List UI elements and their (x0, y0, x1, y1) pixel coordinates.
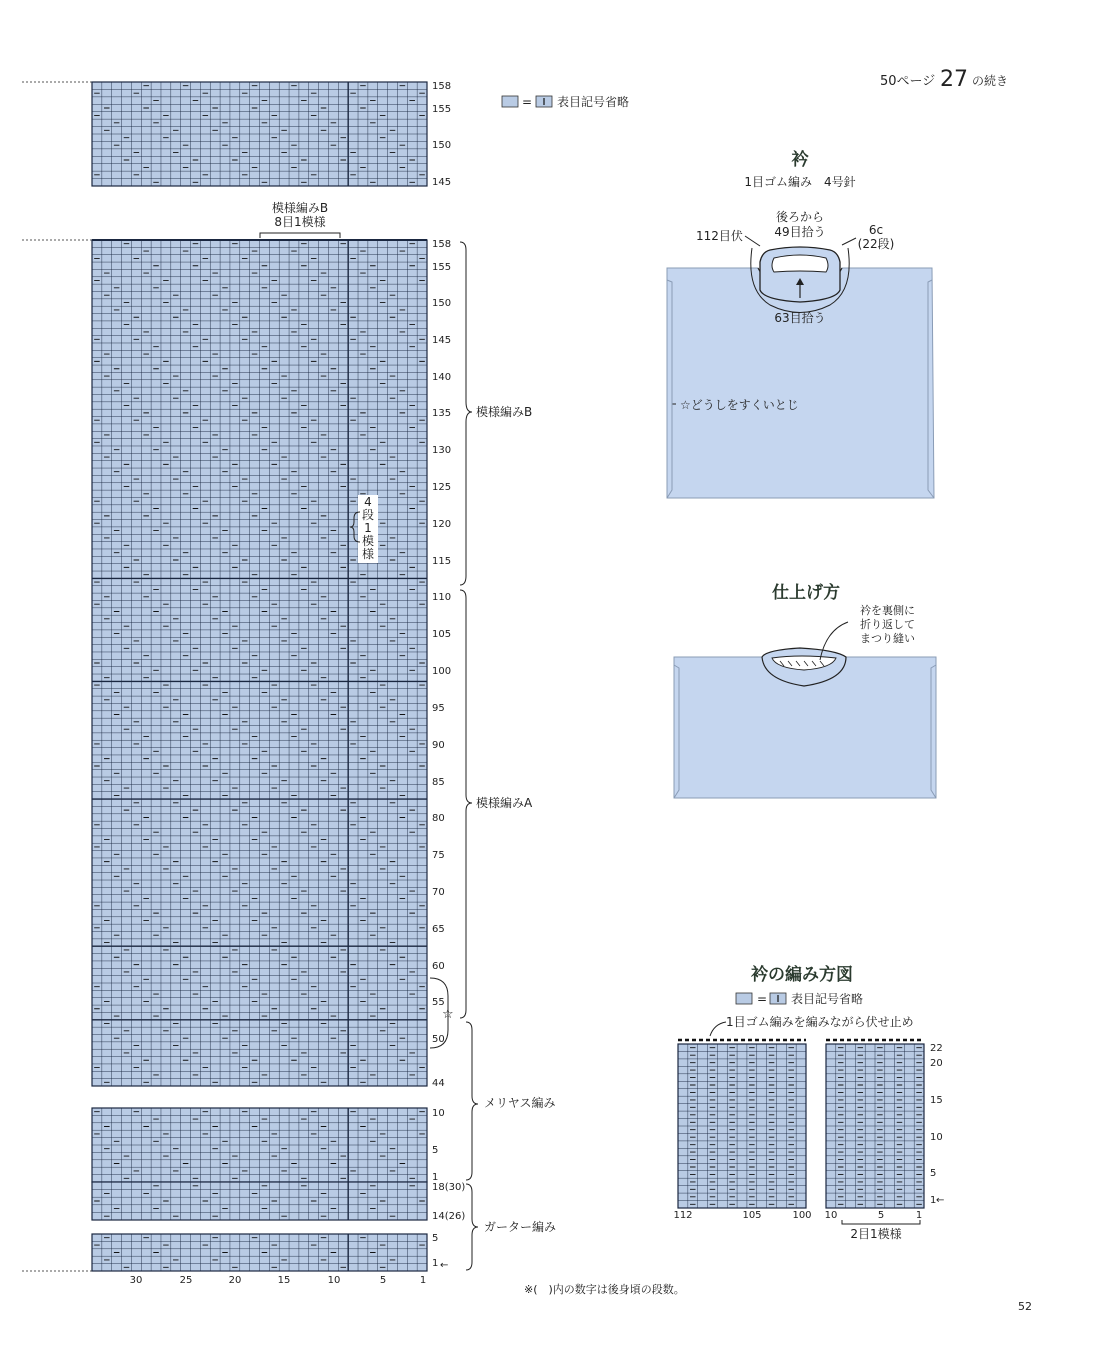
row-label-stockinette: 5 (432, 1145, 439, 1156)
collar-chart (678, 1040, 924, 1208)
row-label-garter: 14(26) (432, 1211, 466, 1222)
chart-block-garter (92, 1182, 427, 1220)
row-label-stockinette: 10 (432, 1108, 445, 1119)
collar-col-label: 1 (915, 1210, 923, 1221)
collar-depth-label-2: (22段) (857, 237, 895, 251)
collar-chart-legend (736, 991, 863, 1006)
row-label-main: 158 (432, 239, 452, 250)
row-label-top: 145 (432, 177, 452, 188)
finishing-title: 仕上げ方 (772, 583, 840, 603)
col-label-main: 20 (228, 1275, 242, 1286)
collar-sweater-diagram (667, 236, 934, 498)
header-page-number: 27 (940, 67, 968, 92)
row-label-main: 140 (432, 372, 452, 383)
row-label-main: 60 (432, 961, 445, 972)
collar-chart-right (826, 1044, 924, 1208)
row-label-main: 65 (432, 924, 445, 935)
collar-subtitle: 1目ゴム編み 4号針 (744, 175, 856, 189)
collar-depth-label-1: 6c (868, 223, 884, 237)
page-number: 52 (1018, 1300, 1032, 1313)
chart-block-stockinette (92, 1108, 427, 1182)
collar-start-arrow: ← (936, 1195, 945, 1206)
back-pickup-label-2: 49目拾う (774, 225, 826, 239)
collar-col-label: 100 (792, 1210, 812, 1221)
row-label-main: 75 (432, 850, 445, 861)
row-label-bottom: 5 (432, 1233, 439, 1244)
collar-row-label: 20 (930, 1058, 943, 1069)
main-start-arrow: ← (440, 1260, 449, 1271)
section-pattern-b: 模様編みB (476, 405, 533, 419)
col-label-main: 5 (379, 1275, 387, 1286)
row-label-main: 150 (432, 298, 452, 309)
row-label-main: 90 (432, 740, 445, 751)
row-label-top: 155 (432, 104, 452, 115)
row-label-main: 44 (432, 1078, 445, 1089)
repeat-4-char-1: 4 (364, 495, 372, 509)
collar-chart-left (678, 1044, 806, 1208)
collar-legend-eq: = (757, 992, 768, 1006)
finishing-note-3: まつり縫い (860, 632, 915, 645)
pattern-b-top-label: 模様編みB (271, 201, 329, 215)
col-label-main: 15 (277, 1275, 291, 1286)
row-label-stockinette: 1 (432, 1172, 439, 1183)
footnote: ※( )内の数字は後身頃の段数。 (524, 1283, 685, 1296)
repeat-4-char-5: 様 (361, 547, 375, 561)
collar-row-label: 15 (930, 1095, 943, 1106)
section-braces (430, 242, 556, 1270)
collar-row-label: 10 (930, 1132, 943, 1143)
section-garter: ガーター編み (484, 1220, 557, 1234)
bind-off-leader (745, 236, 760, 246)
finishing-note-1: 衿を裏側に (860, 604, 915, 617)
repeat-8-label: 8目1模様 (274, 215, 326, 229)
collar-col-label: 105 (742, 1210, 762, 1221)
row-label-main: 80 (432, 813, 445, 824)
section-stockinette: メリヤス編み (484, 1096, 556, 1110)
collar-bind-off-note: 1目ゴム編みを編みながら伏せ止め (726, 1015, 914, 1029)
brace-stockinette (466, 1022, 478, 1180)
collar-col-label: 112 (673, 1210, 693, 1221)
header-page-ref: 50ページ (880, 74, 936, 89)
legend-eq: = (522, 95, 533, 109)
back-pickup-label-1: 後ろから (775, 210, 825, 224)
section-pattern-a: 模様編みA (476, 796, 533, 810)
row-label-main: 85 (432, 777, 445, 788)
bind-off-label: 112目伏 (696, 229, 743, 243)
row-label-main: 50 (432, 1034, 445, 1045)
row-label-main: 120 (432, 519, 452, 530)
collar-inner (772, 255, 828, 272)
row-label-main: 100 (432, 666, 452, 677)
row-label-main: 130 (432, 445, 452, 456)
row-label-main: 70 (432, 887, 445, 898)
collar-legend-swatch (736, 993, 752, 1004)
row-label-bottom: 1 (432, 1258, 439, 1269)
brace-garter (466, 1184, 478, 1270)
row-label-main: 105 (432, 629, 452, 640)
legend-swatch (502, 96, 518, 107)
col-label-main: 25 (179, 1275, 193, 1286)
collar-bind-off-leader (710, 1022, 726, 1036)
repeat-8-bracket (260, 233, 340, 238)
side-seam-label: ☆どうしをすくいとじ (680, 398, 799, 412)
collar-col-label: 5 (877, 1210, 885, 1221)
row-label-main: 125 (432, 482, 452, 493)
legend-text: 表目記号省略 (557, 95, 630, 109)
row-label-main: 135 (432, 408, 452, 419)
row-label-main: 95 (432, 703, 445, 714)
collar-col-label: 10 (824, 1210, 838, 1221)
finishing-sweater-diagram (674, 622, 936, 798)
header-continued: の続き (972, 74, 1009, 88)
brace-pattern-a (460, 590, 472, 1018)
row-label-main: 155 (432, 262, 452, 273)
star-mark: ☆ (442, 1007, 454, 1022)
finishing-note-2: 折り返して (860, 618, 915, 631)
col-label-main: 30 (129, 1275, 143, 1286)
row-label-main: 115 (432, 556, 452, 567)
depth-leader (842, 238, 856, 245)
collar-row-label: 5 (930, 1168, 937, 1179)
main-chart (92, 82, 427, 1271)
chart-block-main (92, 240, 427, 1086)
chart-block-bottom (92, 1234, 427, 1271)
repeat-4-char-4: 模 (361, 534, 375, 548)
collar-legend-text: 表目記号省略 (791, 992, 864, 1006)
row-label-main: 145 (432, 335, 452, 346)
main-legend (502, 94, 629, 109)
collar-title: 衿 (791, 150, 809, 170)
collar-chart-title: 衿の編み方図 (751, 965, 853, 985)
collar-row-label: 22 (930, 1043, 943, 1054)
collar-repeat-label: 2目1模様 (850, 1227, 902, 1241)
collar-row-label: 1 (930, 1195, 937, 1206)
brace-pattern-b (460, 242, 472, 585)
row-label-top: 150 (432, 140, 452, 151)
col-label-main: 1 (419, 1275, 427, 1286)
repeat-4-char-2: 段 (361, 508, 375, 522)
front-pickup-label: 63目拾う (774, 311, 826, 325)
row-label-main: 110 (432, 592, 452, 603)
row-label-top: 158 (432, 81, 452, 92)
chart-block-top (92, 82, 427, 186)
col-label-main: 10 (327, 1275, 341, 1286)
repeat-4-char-3: 1 (364, 521, 372, 535)
row-label-main: 55 (432, 997, 445, 1008)
row-label-garter: 18(30) (432, 1182, 466, 1193)
